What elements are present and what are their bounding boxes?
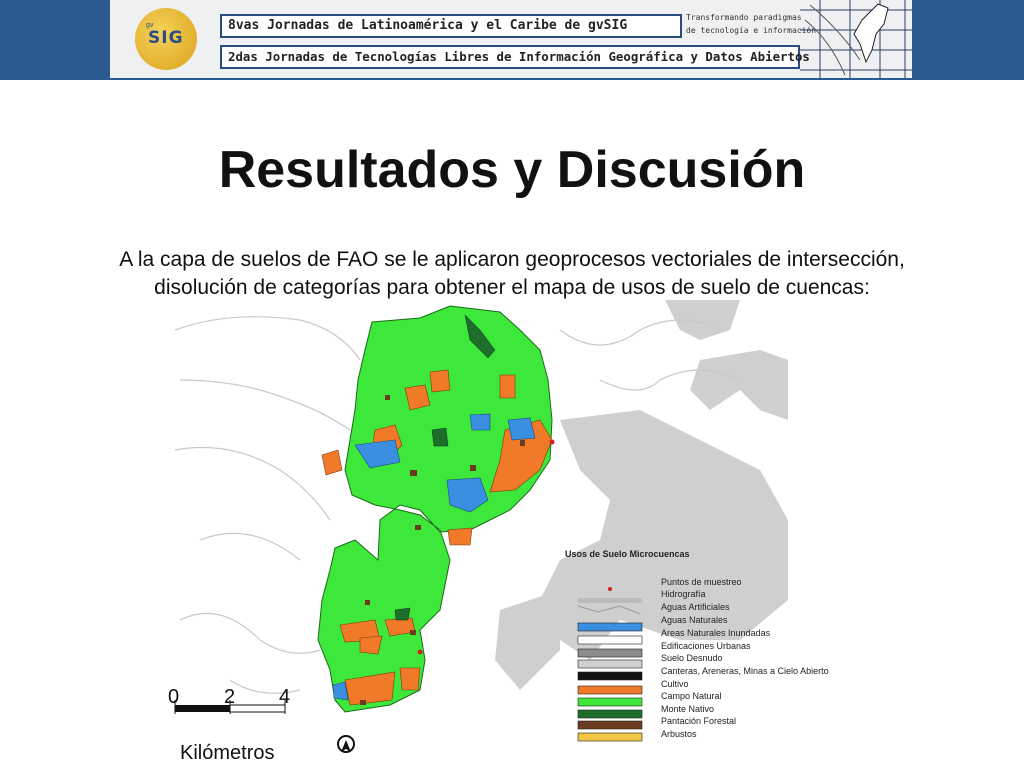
conference-title-2-text: 2das Jornadas de Tecnologías Libres de Información Geográfica y Datos Abiertos xyxy=(228,49,810,64)
legend-item: Hidrografía xyxy=(661,589,706,599)
paragraph-line-2: disolución de categorías para obtener el mapa de usos de suelo de cuencas: xyxy=(154,276,870,299)
legend-item: Cultivo xyxy=(661,679,689,689)
legend-item: Aguas Artificiales xyxy=(661,602,730,612)
legend-item: Monte Nativo xyxy=(661,704,715,714)
scale-tick-label: 4 xyxy=(279,686,291,708)
conference-title-1-text: 8vas Jornadas de Latinoamérica y el Caribe de gvSIG xyxy=(228,18,628,33)
legend-item: Suelo Desnudo xyxy=(661,653,723,663)
logo-prefix: gv xyxy=(146,22,154,29)
paragraph-line-1: A la capa de suelos de FAO se le aplicaron geoprocesos vectoriales de intersección, xyxy=(119,248,905,271)
scale-tick-label: 0 xyxy=(168,686,180,708)
slide-title: Resultados y Discusión xyxy=(218,141,806,199)
scale-tick-label: 2 xyxy=(224,686,236,708)
legend-item: Areas Naturales Inundadas xyxy=(661,628,771,638)
scale-unit: Kilómetros xyxy=(180,742,275,764)
legend-item: Campo Natural xyxy=(661,691,722,701)
tagline-1: Transformando paradigmas xyxy=(686,13,802,22)
logo-text: SIG xyxy=(148,28,184,48)
legend-item: Aguas Naturales xyxy=(661,615,728,625)
tagline-2: de tecnología e información xyxy=(686,26,817,35)
legend-item: Edificaciones Urbanas xyxy=(661,641,751,651)
north-arrow-circle xyxy=(337,735,355,753)
legend-item: Pantación Forestal xyxy=(661,716,737,726)
legend-item: Canteras, Areneras, Minas a Cielo Abierto xyxy=(661,666,829,676)
legend-title: Usos de Suelo Microcuencas xyxy=(565,549,690,559)
legend-item: Puntos de muestreo xyxy=(661,577,742,587)
legend-item: Arbustos xyxy=(661,729,697,739)
